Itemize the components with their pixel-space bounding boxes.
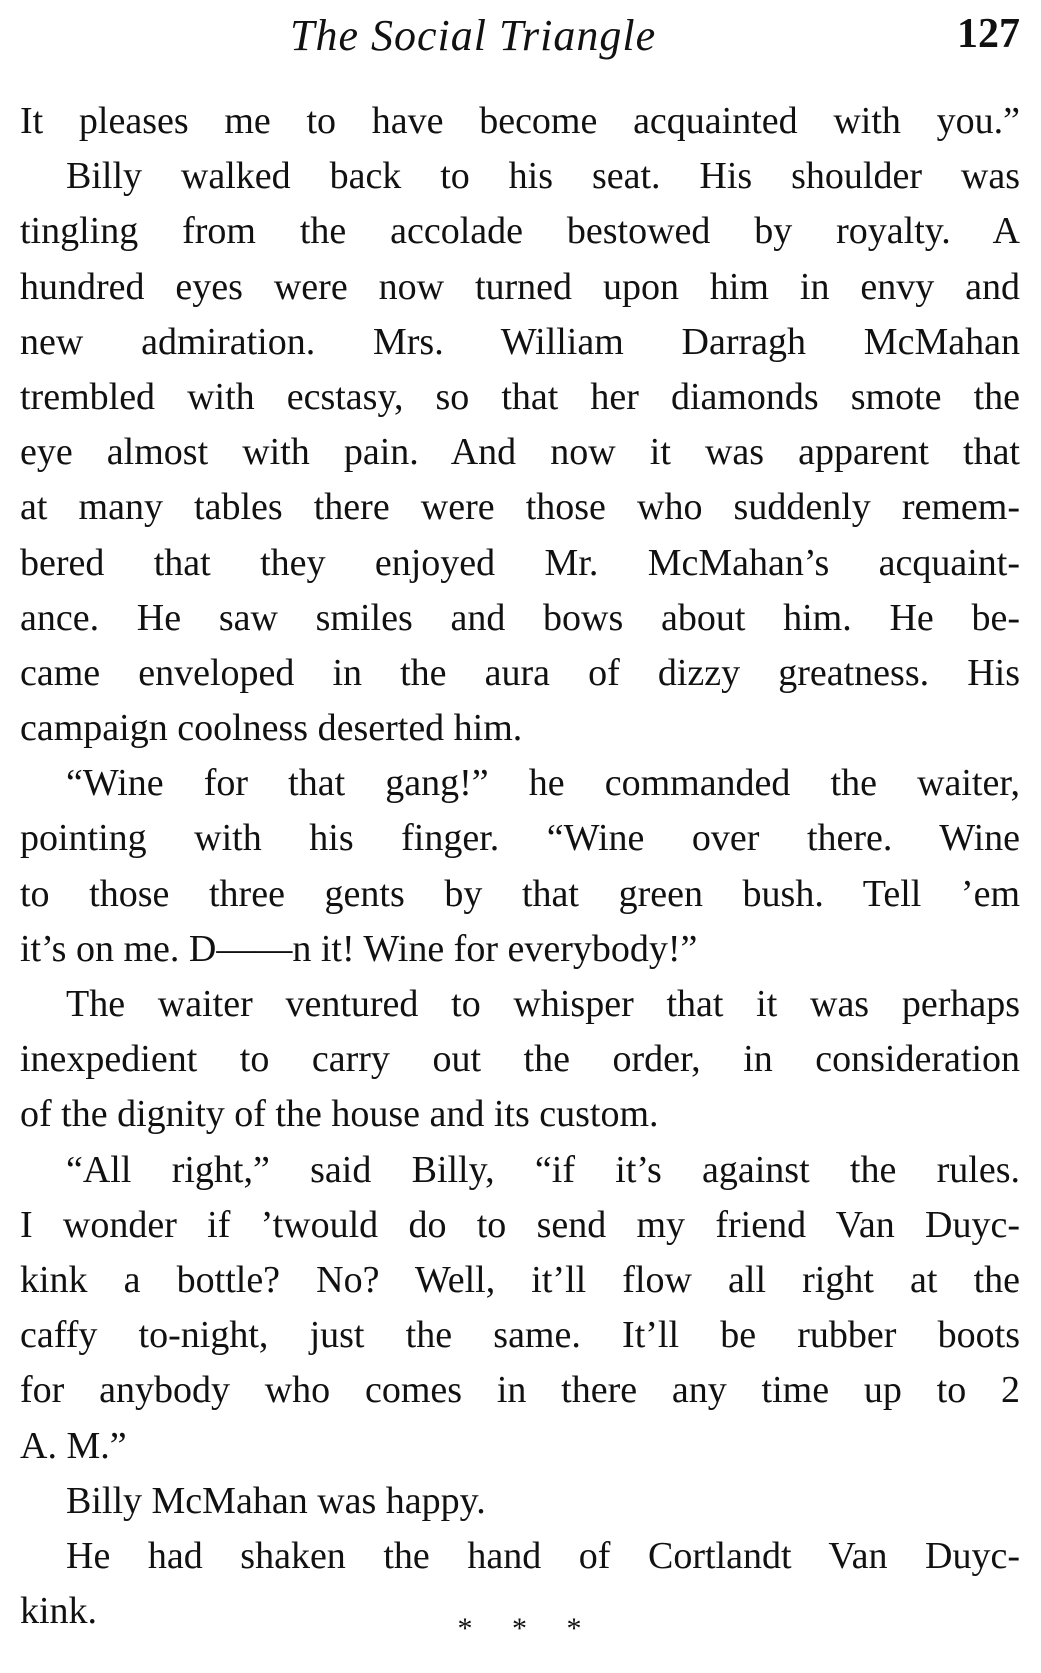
- text-line: pointing with his finger. “Wine over there. Wine: [20, 817, 1020, 860]
- text-line: it’s on me. D——n it! Wine for everybody!”: [20, 927, 698, 970]
- text-line: eye almost with pain. And now it was apparent that: [20, 431, 1020, 474]
- text-line: He had shaken the hand of Cortlandt Van Duyc-: [66, 1534, 1020, 1577]
- text-line: Billy McMahan was happy.: [66, 1479, 486, 1522]
- text-line: Billy walked back to his seat. His shoulder was: [66, 155, 1020, 198]
- text-line: tingling from the accolade bestowed by royalty. A: [20, 210, 1020, 253]
- page-number: 127: [957, 11, 1020, 57]
- text-line: “Wine for that gang!” he commanded the waiter,: [66, 762, 1020, 805]
- text-line: It pleases me to have become acquainted with you.”: [20, 100, 1020, 142]
- text-line: kink a bottle? No? Well, it’ll flow all right at the: [20, 1258, 1020, 1301]
- text-line: “All right,” said Billy, “if it’s against the rules.: [66, 1148, 1020, 1191]
- text-line: kink.: [20, 1590, 98, 1633]
- body-text: [20, 94, 1020, 1639]
- text-line: for anybody who comes in there any time up to 2: [20, 1369, 1020, 1412]
- text-line: at many tables there were those who suddenly remem-: [20, 486, 1020, 529]
- text-line: bered that they enjoyed Mr. McMahan’s acquaint-: [20, 541, 1020, 584]
- text-line: new admiration. Mrs. William Darragh McMahan: [20, 320, 1020, 363]
- text-line: trembled with ecstasy, so that her diamonds smote the: [20, 375, 1020, 418]
- text-line: of the dignity of the house and its custom.: [20, 1093, 659, 1136]
- text-line: to those three gents by that green bush. Tell ’em: [20, 872, 1020, 915]
- running-title: The Social Triangle: [290, 11, 657, 60]
- section-break-ornament: * * *: [457, 1612, 584, 1645]
- text-line: campaign coolness deserted him.: [20, 707, 523, 750]
- text-line: ance. He saw smiles and bows about him. He be-: [20, 596, 1020, 639]
- text-line: hundred eyes were now turned upon him in envy and: [20, 265, 1020, 308]
- text-line: caffy to-night, just the same. It’ll be rubber boots: [20, 1314, 1020, 1357]
- page-header: [20, 10, 1020, 70]
- text-line: I wonder if ’twould do to send my friend Van Duyc-: [20, 1203, 1020, 1246]
- text-line: came enveloped in the aura of dizzy greatness. His: [20, 651, 1020, 694]
- text-line: A. M.”: [20, 1424, 127, 1467]
- text-line: inexpedient to carry out the order, in consideration: [20, 1038, 1020, 1081]
- text-line: The waiter ventured to whisper that it was perhaps: [66, 983, 1020, 1025]
